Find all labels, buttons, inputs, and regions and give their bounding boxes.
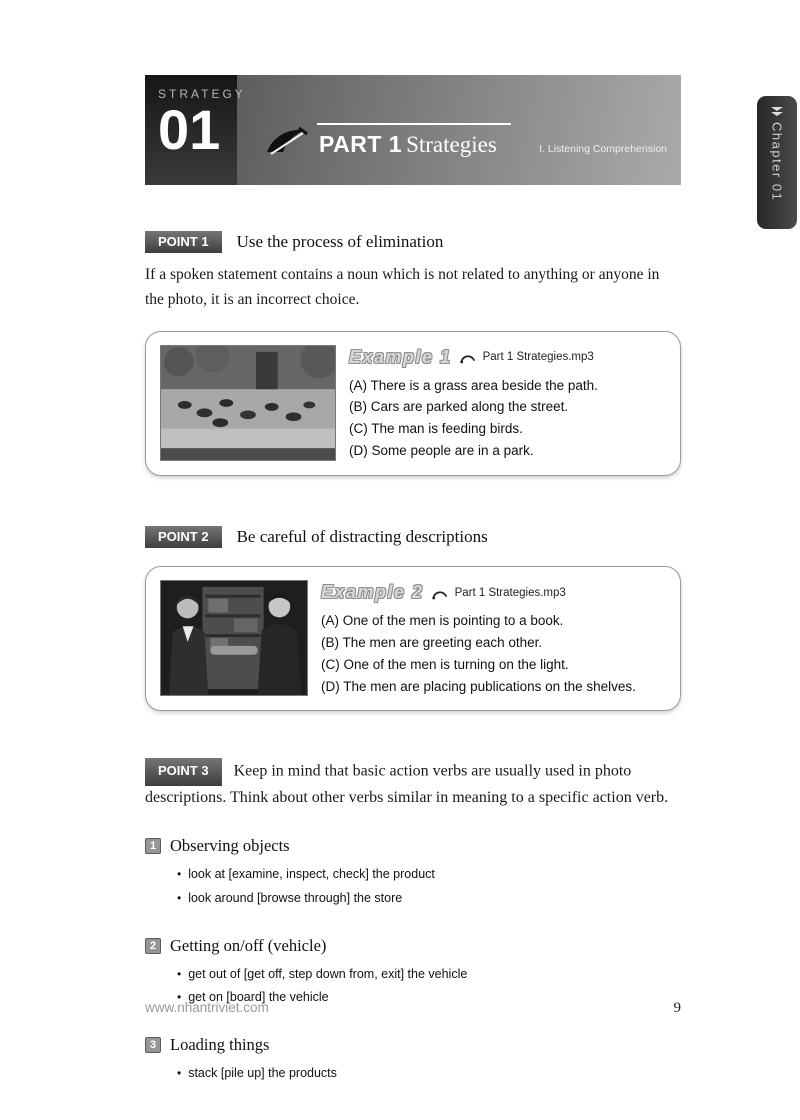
example1-options bbox=[349, 375, 668, 462]
example1-label: Example 1 bbox=[349, 346, 452, 367]
page-number: 9 bbox=[673, 1000, 681, 1016]
number-box-1: 1 bbox=[145, 838, 161, 854]
page-footer bbox=[145, 1000, 681, 1017]
example2-header bbox=[321, 582, 668, 603]
strategy-block bbox=[145, 75, 246, 185]
headphone-icon bbox=[431, 586, 448, 600]
chapter-tab-label: Chapter 01 bbox=[769, 122, 785, 202]
example2-content bbox=[321, 580, 668, 697]
example2-options bbox=[321, 610, 668, 697]
bullet-item: • get out of [get off, step down from, exit] the vehicle bbox=[177, 963, 681, 986]
example1-option-a: (A) There is a grass area beside the path. bbox=[349, 377, 598, 393]
bullet-item: • stack [pile up] the products bbox=[177, 1062, 681, 1085]
verb-section-1-head bbox=[145, 836, 681, 856]
strategy-label: STRATEGY bbox=[158, 87, 246, 101]
point1-body: If a spoken statement contains a noun which is not related to anything or anyone in the photo, it is an incorrect choice. bbox=[145, 266, 660, 308]
point3-body: Keep in mind that basic action verbs are usually used in photo descriptions. Think about other verbs similar in meaning to a specific action verb. bbox=[145, 762, 669, 806]
example1-box bbox=[145, 331, 681, 476]
example2-option-d: (D) The men are placing publications on the shelves. bbox=[321, 678, 636, 694]
bullet-item: • get on [board] the vehicle bbox=[177, 986, 681, 1009]
example1-option-b: (B) Cars are parked along the street. bbox=[349, 399, 569, 415]
verb-section-3-title: Loading things bbox=[170, 1034, 270, 1054]
bullet-item: • look at [examine, inspect, check] the product bbox=[177, 863, 681, 886]
example1-header bbox=[349, 347, 668, 368]
point1-title: Use the process of elimination bbox=[236, 232, 444, 251]
bird-logo-icon bbox=[770, 105, 784, 117]
strategy-number: 01 bbox=[158, 98, 221, 161]
example2-option-a: (A) One of the men is pointing to a book. bbox=[321, 613, 564, 629]
example1-audio-file: Part 1 Strategies.mp3 bbox=[482, 351, 594, 364]
point1-label: POINT 1 bbox=[145, 231, 222, 253]
verb-section-2-title: Getting on/off (vehicle) bbox=[170, 935, 327, 955]
bullet-item: • look around [browse through] the store bbox=[177, 887, 681, 910]
point2-heading-row bbox=[145, 526, 681, 548]
verb-section-3-bullets bbox=[177, 1062, 681, 1085]
example1-content bbox=[349, 345, 668, 462]
example2-label: Example 2 bbox=[321, 582, 424, 603]
example2-audio-file: Part 1 Strategies.mp3 bbox=[454, 586, 566, 599]
banner-title-area bbox=[263, 123, 511, 158]
verb-section-observing bbox=[145, 836, 681, 909]
part-title-rest: Strategies bbox=[406, 132, 497, 157]
section-label: I. Listening Comprehension bbox=[539, 143, 667, 155]
point2-title: Be careful of distracting descriptions bbox=[236, 527, 488, 547]
point3-paragraph bbox=[145, 758, 681, 810]
chapter-banner bbox=[145, 75, 681, 185]
example1-option-c: (C) The man is feeding birds. bbox=[349, 421, 523, 437]
part-title bbox=[317, 123, 511, 158]
verb-section-3-head bbox=[145, 1035, 681, 1055]
point2-label: POINT 2 bbox=[145, 526, 222, 548]
part-title-bold: PART 1 bbox=[319, 131, 403, 157]
page-content bbox=[145, 75, 681, 1085]
website-url: www.nhantriviet.com bbox=[145, 1000, 269, 1015]
handshake-photo bbox=[160, 580, 308, 696]
verb-section-loading bbox=[145, 1035, 681, 1085]
example2-box bbox=[145, 566, 681, 711]
headphone-icon bbox=[459, 350, 476, 364]
verb-section-1-bullets bbox=[177, 863, 681, 909]
verb-section-2-head bbox=[145, 936, 681, 956]
number-box-3: 3 bbox=[145, 1037, 161, 1053]
park-birds-photo bbox=[160, 345, 336, 461]
chapter-side-tab bbox=[757, 96, 797, 229]
example1-option-d: (D) Some people are in a park. bbox=[349, 443, 534, 459]
number-box-2: 2 bbox=[145, 938, 161, 954]
verb-section-getting-on-off bbox=[145, 936, 681, 1009]
quill-pen-icon bbox=[263, 124, 309, 158]
example2-option-c: (C) One of the men is turning on the light. bbox=[321, 656, 569, 672]
point1-heading-row bbox=[145, 231, 681, 253]
point3-label: POINT 3 bbox=[145, 758, 222, 785]
verb-section-1-title: Observing objects bbox=[170, 836, 290, 856]
example2-option-b: (B) The men are greeting each other. bbox=[321, 634, 543, 650]
